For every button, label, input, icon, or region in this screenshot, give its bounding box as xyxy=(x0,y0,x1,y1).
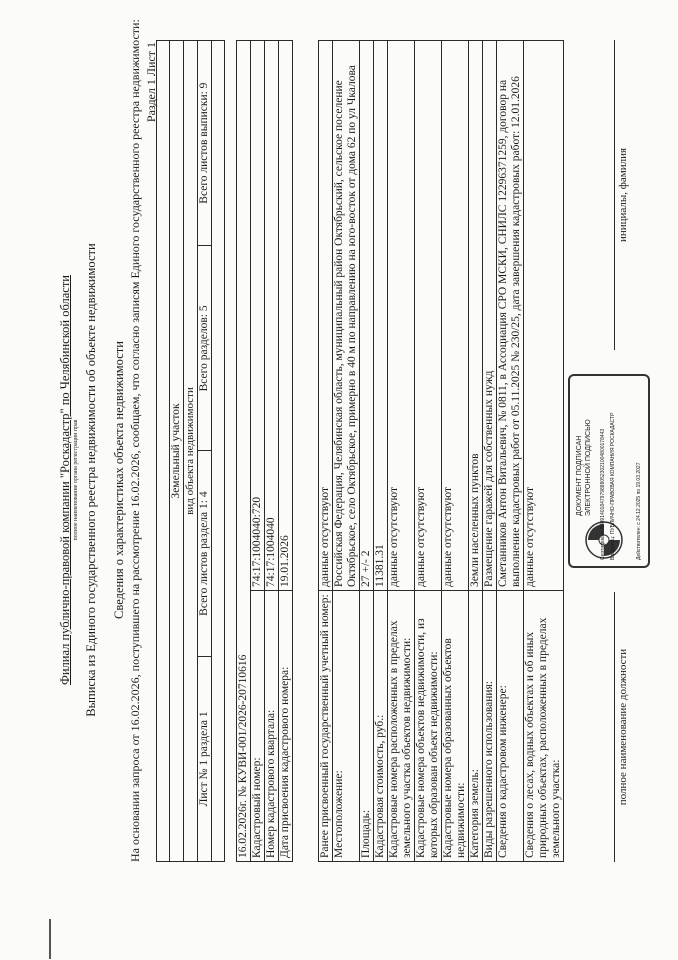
pen-mark xyxy=(49,919,51,959)
sheets-total: Всего листов выписки: 9 xyxy=(198,41,212,246)
assignment-date: 19.01.2026 xyxy=(279,41,293,591)
stamp-subtitle: ЭЛЕКТРОННОЙ ПОДПИСЬЮ xyxy=(585,419,592,516)
field-value: данные отсутствуют xyxy=(524,41,564,591)
stamp-title: ДОКУМЕНТ ПОДПИСАН xyxy=(576,435,583,516)
field-label: Сведения о лесах, водных объектах и об иных природных объектах, расположенных в пределах земельного участка: xyxy=(524,591,564,862)
area-value: 27 +/- 2 xyxy=(360,41,374,591)
extract-title: Выписка из Единого государственного реестра недвижимости об объекте недвижимости xyxy=(84,243,98,717)
field-value: данные отсутствуют xyxy=(319,41,333,591)
field-label: Ранее присвоенный государственный учетный номер: xyxy=(319,591,333,862)
location-value: Российская Федерация, Челябинская область, муниципальный район Октябрьский, сельское поселение Октябрьское, село Октябрьское, примерно в 40 м по направлению на юго-восток от дома 62 по ул Чкалова xyxy=(333,41,360,591)
cadastral-cost-value: 11381.31 xyxy=(374,41,388,591)
organization-name: Филиал публично-правовой компании "Роскадастр" по Челябинской области xyxy=(58,275,72,686)
object-type-caption: вид объекта недвижимости xyxy=(184,41,198,862)
organization-caption: полное наименование органа регистрации прав xyxy=(73,419,79,541)
field-label: Кадастровые номера расположенных в пределах земельного участка объектов недвижимости: xyxy=(388,591,415,862)
sheet-number: Лист № 1 раздела 1 xyxy=(198,656,212,861)
field-value: данные отсутствуют xyxy=(388,41,415,591)
field-value: данные отсутствуют xyxy=(442,41,469,591)
name-signature-line xyxy=(614,40,615,350)
stamp-owner: Владелец: ПУБЛИЧНО-ПРАВОВАЯ КОМПАНИЯ РОСКАДАСТР xyxy=(610,412,616,560)
field-label: Кадастровая стоимость, руб.: xyxy=(374,591,388,862)
field-label: Виды разрешенного использования: xyxy=(483,591,497,862)
sheets-in-section: Всего листов раздела 1: 4 xyxy=(198,451,212,656)
electronic-signature-stamp xyxy=(568,374,650,568)
field-label: Кадастровый номер: xyxy=(251,591,265,862)
section-title: Сведения о характеристиках объекта недвижимости xyxy=(112,341,126,619)
field-label: Номер кадастрового квартала: xyxy=(265,591,279,862)
basis-text: На основании запроса от 16.02.2026, поступившего на рассмотрение 16.02.2026, сообщаем, что согласно записям Единого государственного реестра недвижимости: xyxy=(128,19,142,862)
field-label: Категория земель: xyxy=(469,591,483,862)
field-value: данные отсутствуют xyxy=(415,41,442,591)
section-label: Раздел 1 Лист 1 xyxy=(144,42,158,123)
cadastral-quarter: 74:17:1004040 xyxy=(265,41,279,591)
land-category-value: Земли населенных пунктов xyxy=(469,41,483,591)
registration-table xyxy=(236,40,293,862)
name-caption: инициалы, фамилия xyxy=(617,147,629,243)
permitted-use-value: Размещение гаражей для собственных нужд xyxy=(483,41,497,591)
stamp-validity: Действителен: с 24.12.2025 по 19.03.2027 xyxy=(636,462,642,560)
field-label: Кадастровые номера объектов недвижимости, из которых образован объект недвижимости: xyxy=(415,591,442,862)
field-label: Площадь: xyxy=(360,591,374,862)
field-label: Дата присвоения кадастрового номера: xyxy=(279,591,293,862)
field-label: Кадастровые номера образованных объектов недвижимости: xyxy=(442,591,469,862)
request-number: 16.02.2026г. № КУВИ-001/2026-20710616 xyxy=(237,41,251,862)
stamp-certificate: Сертификат: 630914018479798880523021004800178443 xyxy=(600,428,606,560)
cadastral-engineer-value: Сметанников Антон Витальевич, № 0811, в Ассоциация СРО МСКИ, СНИЛС 12296371259, договор на выполнение кадастровых работ от 05.11.2025 № 230/25, дата завершения кадастровых работ: 12.01.2026 xyxy=(497,41,524,591)
object-type: Земельный участок xyxy=(170,41,184,862)
position-signature-line xyxy=(614,592,615,862)
field-label: Сведения о кадастровом инженере: xyxy=(497,591,524,862)
characteristics-table xyxy=(318,40,564,862)
field-label: Местоположение: xyxy=(333,591,360,862)
sections-total: Всего разделов: 5 xyxy=(198,246,212,451)
cadastral-number: 74:17:1004040:720 xyxy=(251,41,265,591)
object-type-table xyxy=(156,40,225,862)
position-caption: полное наименование должности xyxy=(617,648,629,806)
